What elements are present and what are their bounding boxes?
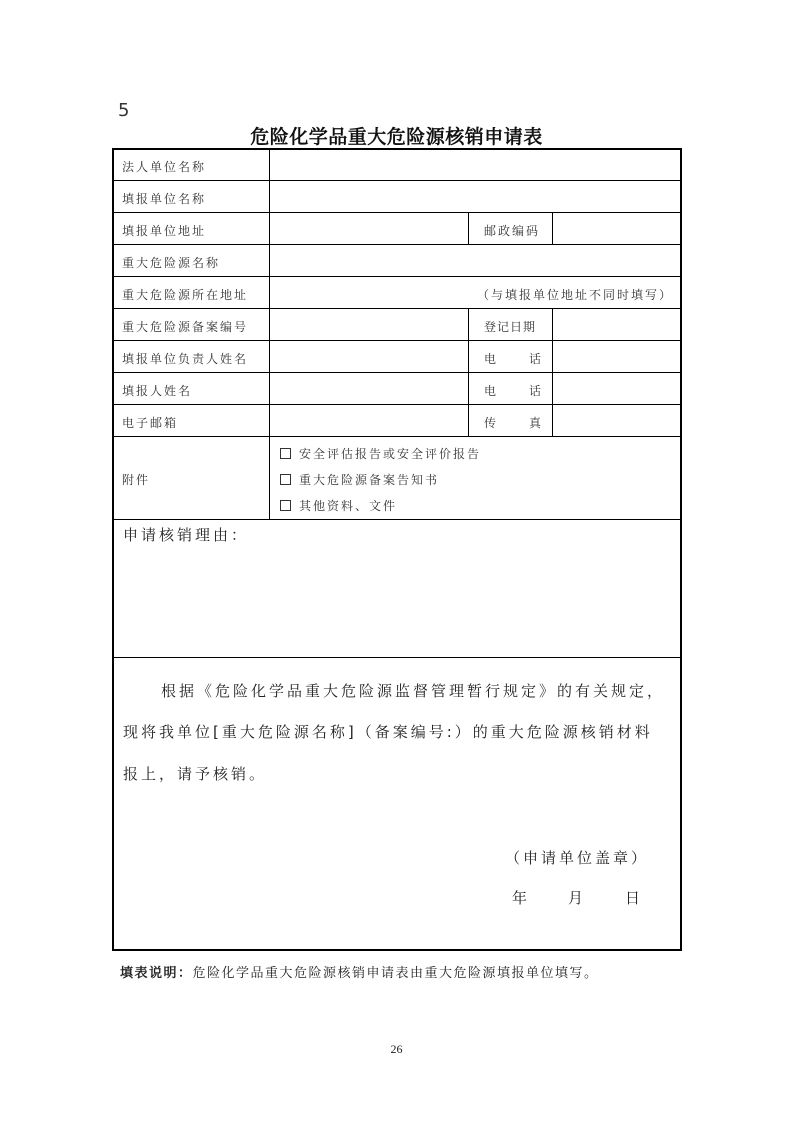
postal-code-field[interactable] (553, 213, 680, 244)
label-unit-responsible-person: 填报单位负责人姓名 (122, 352, 249, 366)
label-email: 电子邮箱 (122, 416, 179, 430)
attachment-option-label: 安全评估报告或安全评价报告 (299, 447, 482, 461)
column-divider (468, 308, 469, 436)
attachment-option-other-documents[interactable] (280, 497, 397, 514)
attachment-option-filing-notice[interactable] (280, 471, 439, 488)
date-day-label: 日 (625, 889, 644, 907)
column-divider (468, 212, 469, 244)
applicant-seal-label: （申请单位盖章） (505, 849, 650, 867)
row-divider (114, 519, 680, 520)
label-fax: 传 真 (484, 416, 545, 430)
label-hazard-source-name: 重大危险源名称 (122, 256, 221, 270)
attachment-option-label: 其他资料、文件 (299, 499, 398, 513)
email-field[interactable] (270, 405, 468, 436)
application-form-table (112, 148, 682, 951)
label-phone-reporter: 电 话 (484, 384, 545, 398)
row-divider (114, 657, 680, 658)
declaration-line-1: 根据《危险化学品重大危险源监督管理暂行规定》的有关规定， (161, 682, 666, 700)
date-month-label: 月 (568, 889, 587, 907)
reporting-unit-name-field[interactable] (270, 181, 680, 212)
cancellation-reason-field[interactable] (114, 546, 680, 656)
fill-instructions-text: 危险化学品重大危险源核销申请表由重大危险源填报单位填写。 (192, 966, 599, 981)
label-cancellation-reason: 申请核销理由： (123, 526, 250, 544)
date-year-label: 年 (512, 889, 531, 907)
label-legal-entity-name: 法人单位名称 (122, 160, 207, 174)
fill-instructions-label: 填表说明： (120, 966, 193, 981)
fill-instructions (120, 962, 599, 981)
phone-responsible-field[interactable] (553, 341, 680, 372)
label-reporter-name: 填报人姓名 (122, 384, 193, 398)
label-postal-code: 邮政编码 (484, 224, 541, 238)
attachment-option-safety-report[interactable] (280, 445, 481, 462)
unit-responsible-person-field[interactable] (270, 341, 468, 372)
checkbox-empty-icon[interactable] (280, 448, 291, 459)
fax-field[interactable] (553, 405, 680, 436)
label-reporting-unit-name: 填报单位名称 (122, 192, 207, 206)
form-number: 5 (118, 100, 130, 121)
label-filing-number: 重大危险源备案编号 (122, 320, 249, 334)
reporter-name-field[interactable] (270, 373, 468, 404)
reporting-unit-address-field[interactable] (270, 213, 468, 244)
declaration-line-3: 报上，请予核销。 (123, 765, 268, 783)
hazard-source-address-hint: （与填报单位地址不同时填写） (477, 288, 674, 302)
checkbox-empty-icon[interactable] (280, 500, 291, 511)
phone-reporter-field[interactable] (553, 373, 680, 404)
attachment-option-label: 重大危险源备案告知书 (299, 473, 440, 487)
row-divider (114, 436, 680, 437)
label-registration-date: 登记日期 (484, 320, 537, 334)
filing-number-field[interactable] (270, 309, 468, 340)
checkbox-empty-icon[interactable] (280, 474, 291, 485)
legal-entity-name-field[interactable] (270, 150, 680, 180)
declaration-line-2: 现将我单位[重大危险源名称]（备案编号:）的重大危险源核销材料 (123, 723, 653, 741)
hazard-source-name-field[interactable] (270, 245, 680, 276)
label-hazard-source-address: 重大危险源所在地址 (122, 288, 249, 302)
label-reporting-unit-address: 填报单位地址 (122, 224, 207, 238)
label-phone-responsible: 电 话 (484, 352, 545, 366)
page-title: 危险化学品重大危险源核销申请表 (250, 126, 543, 148)
registration-date-field[interactable] (553, 309, 680, 340)
page-number: 26 (390, 1042, 403, 1056)
label-attachments: 附件 (122, 473, 151, 487)
